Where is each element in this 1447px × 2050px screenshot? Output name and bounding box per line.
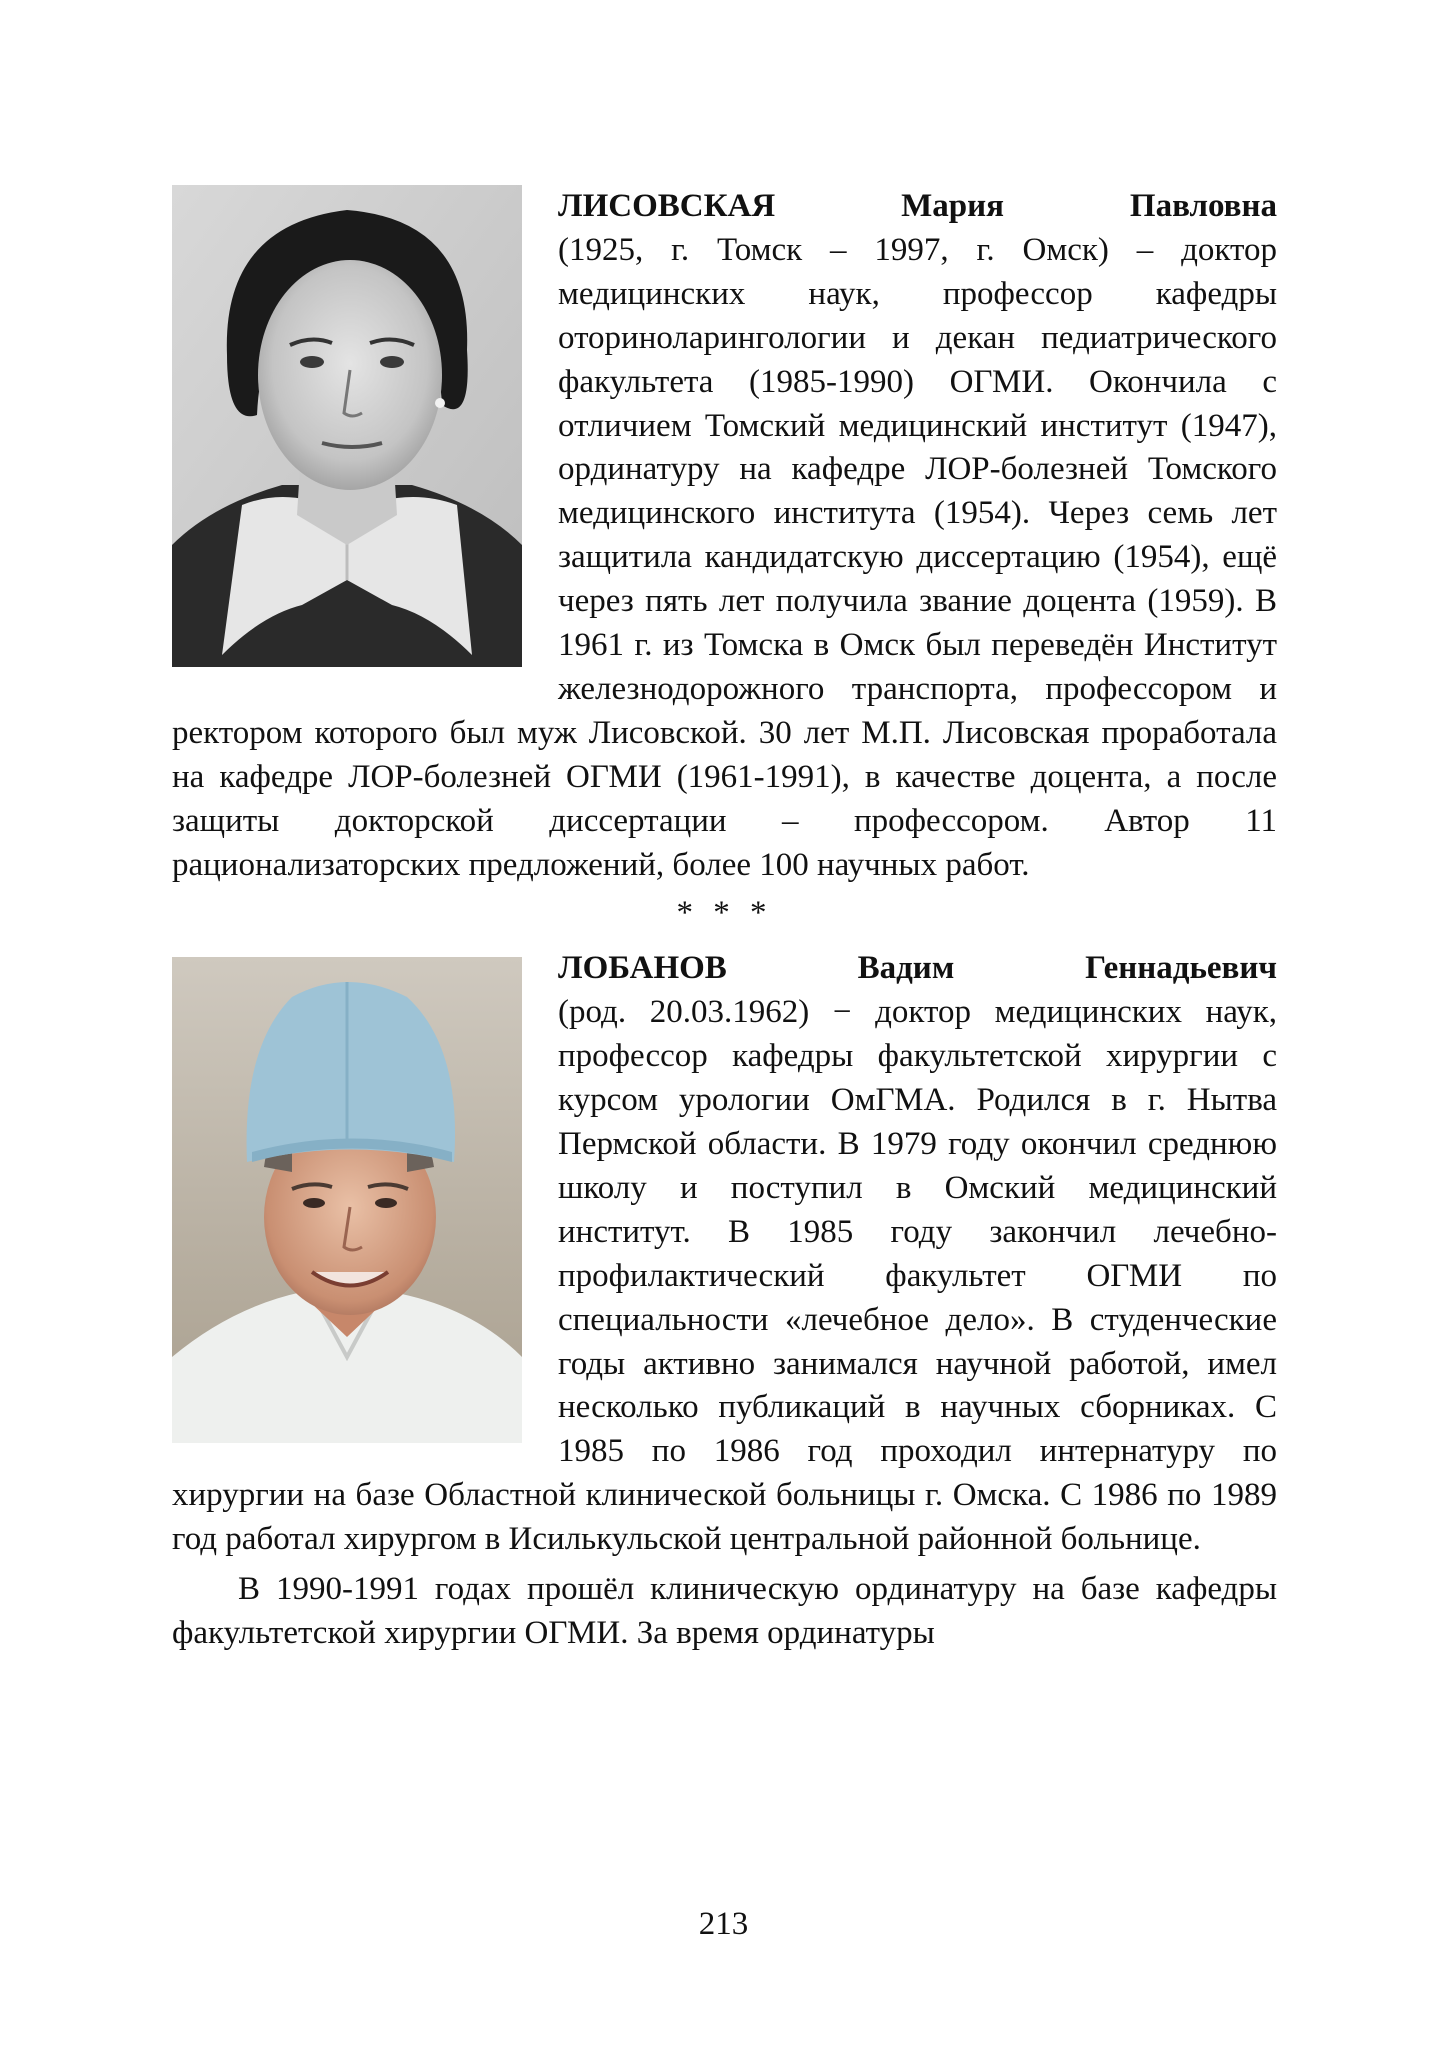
entry-body-text: (1925, г. Томск – 1997, г. Омск) – доктор медицинских наук, профессор кафедры оториноларингологии и декан педиатрического факультета (1985-1990) ОГМИ. Окончила с отличием Томский медицинский институт (1947), ординатуру на кафедре ЛОР-болезней Томского медицинского института (1954). Через семь лет защитила кандидатскую диссертацию (1954), ещё через пять лет получила звание доцента (1959). В 1961 г. из Томска в Омск был переведён Институт железнодорожного транспорта, профессором и ректором которого был муж Лисовской. 30 лет М.П. Лисовская проработала на кафедре ЛОР-болезней ОГМИ (1961-1991), в качестве доцента, а после защиты докторской диссертации – профессором. Автор 11 рационализаторских предложений, более 100 научных работ.	[172, 231, 1277, 883]
entry-name-heading: ЛОБАНОВ Вадим Геннадьевич	[558, 950, 1277, 987]
entry-body-paragraph-2: В 1990-1991 годах прошёл клиническую ординатуру на базе кафедры факультетской хирургии ОГМИ. За время ординатуры	[172, 1571, 1277, 1651]
entry-body-text: (род. 20.03.1962) − доктор медицинских наук, профессор кафедры факультетской хирургии с курсом урологии ОмГМА. Родился в г. Нытва Пермской области. В 1979 году окончил среднюю школу и поступил в Омский медицинский институт. В 1985 году закончил лечебно-профилактический факультет ОГМИ по специальности «лечебное дело». В студенческие годы активно занимался научной работой, имел несколько публикаций в научных сборниках. С 1985 по 1986 год проходил интернатуру по хирургии на базе Областной клинической больницы г. Омска. С 1986 по 1989 год работал хирургом в Исилькульской центральной районной больнице.	[172, 994, 1277, 1558]
section-separator: * * *	[676, 894, 773, 931]
portrait-photo-lobanov	[172, 957, 522, 1443]
page-content	[172, 185, 1277, 1656]
page-number: 213	[698, 1906, 749, 1942]
entry-lobanov	[172, 947, 1277, 1656]
portrait-photo-lisovskaya	[172, 185, 522, 667]
entry-lisovskaya	[172, 185, 1277, 888]
entry-name-heading: ЛИСОВСКАЯ Мария Павловна	[558, 188, 1277, 224]
